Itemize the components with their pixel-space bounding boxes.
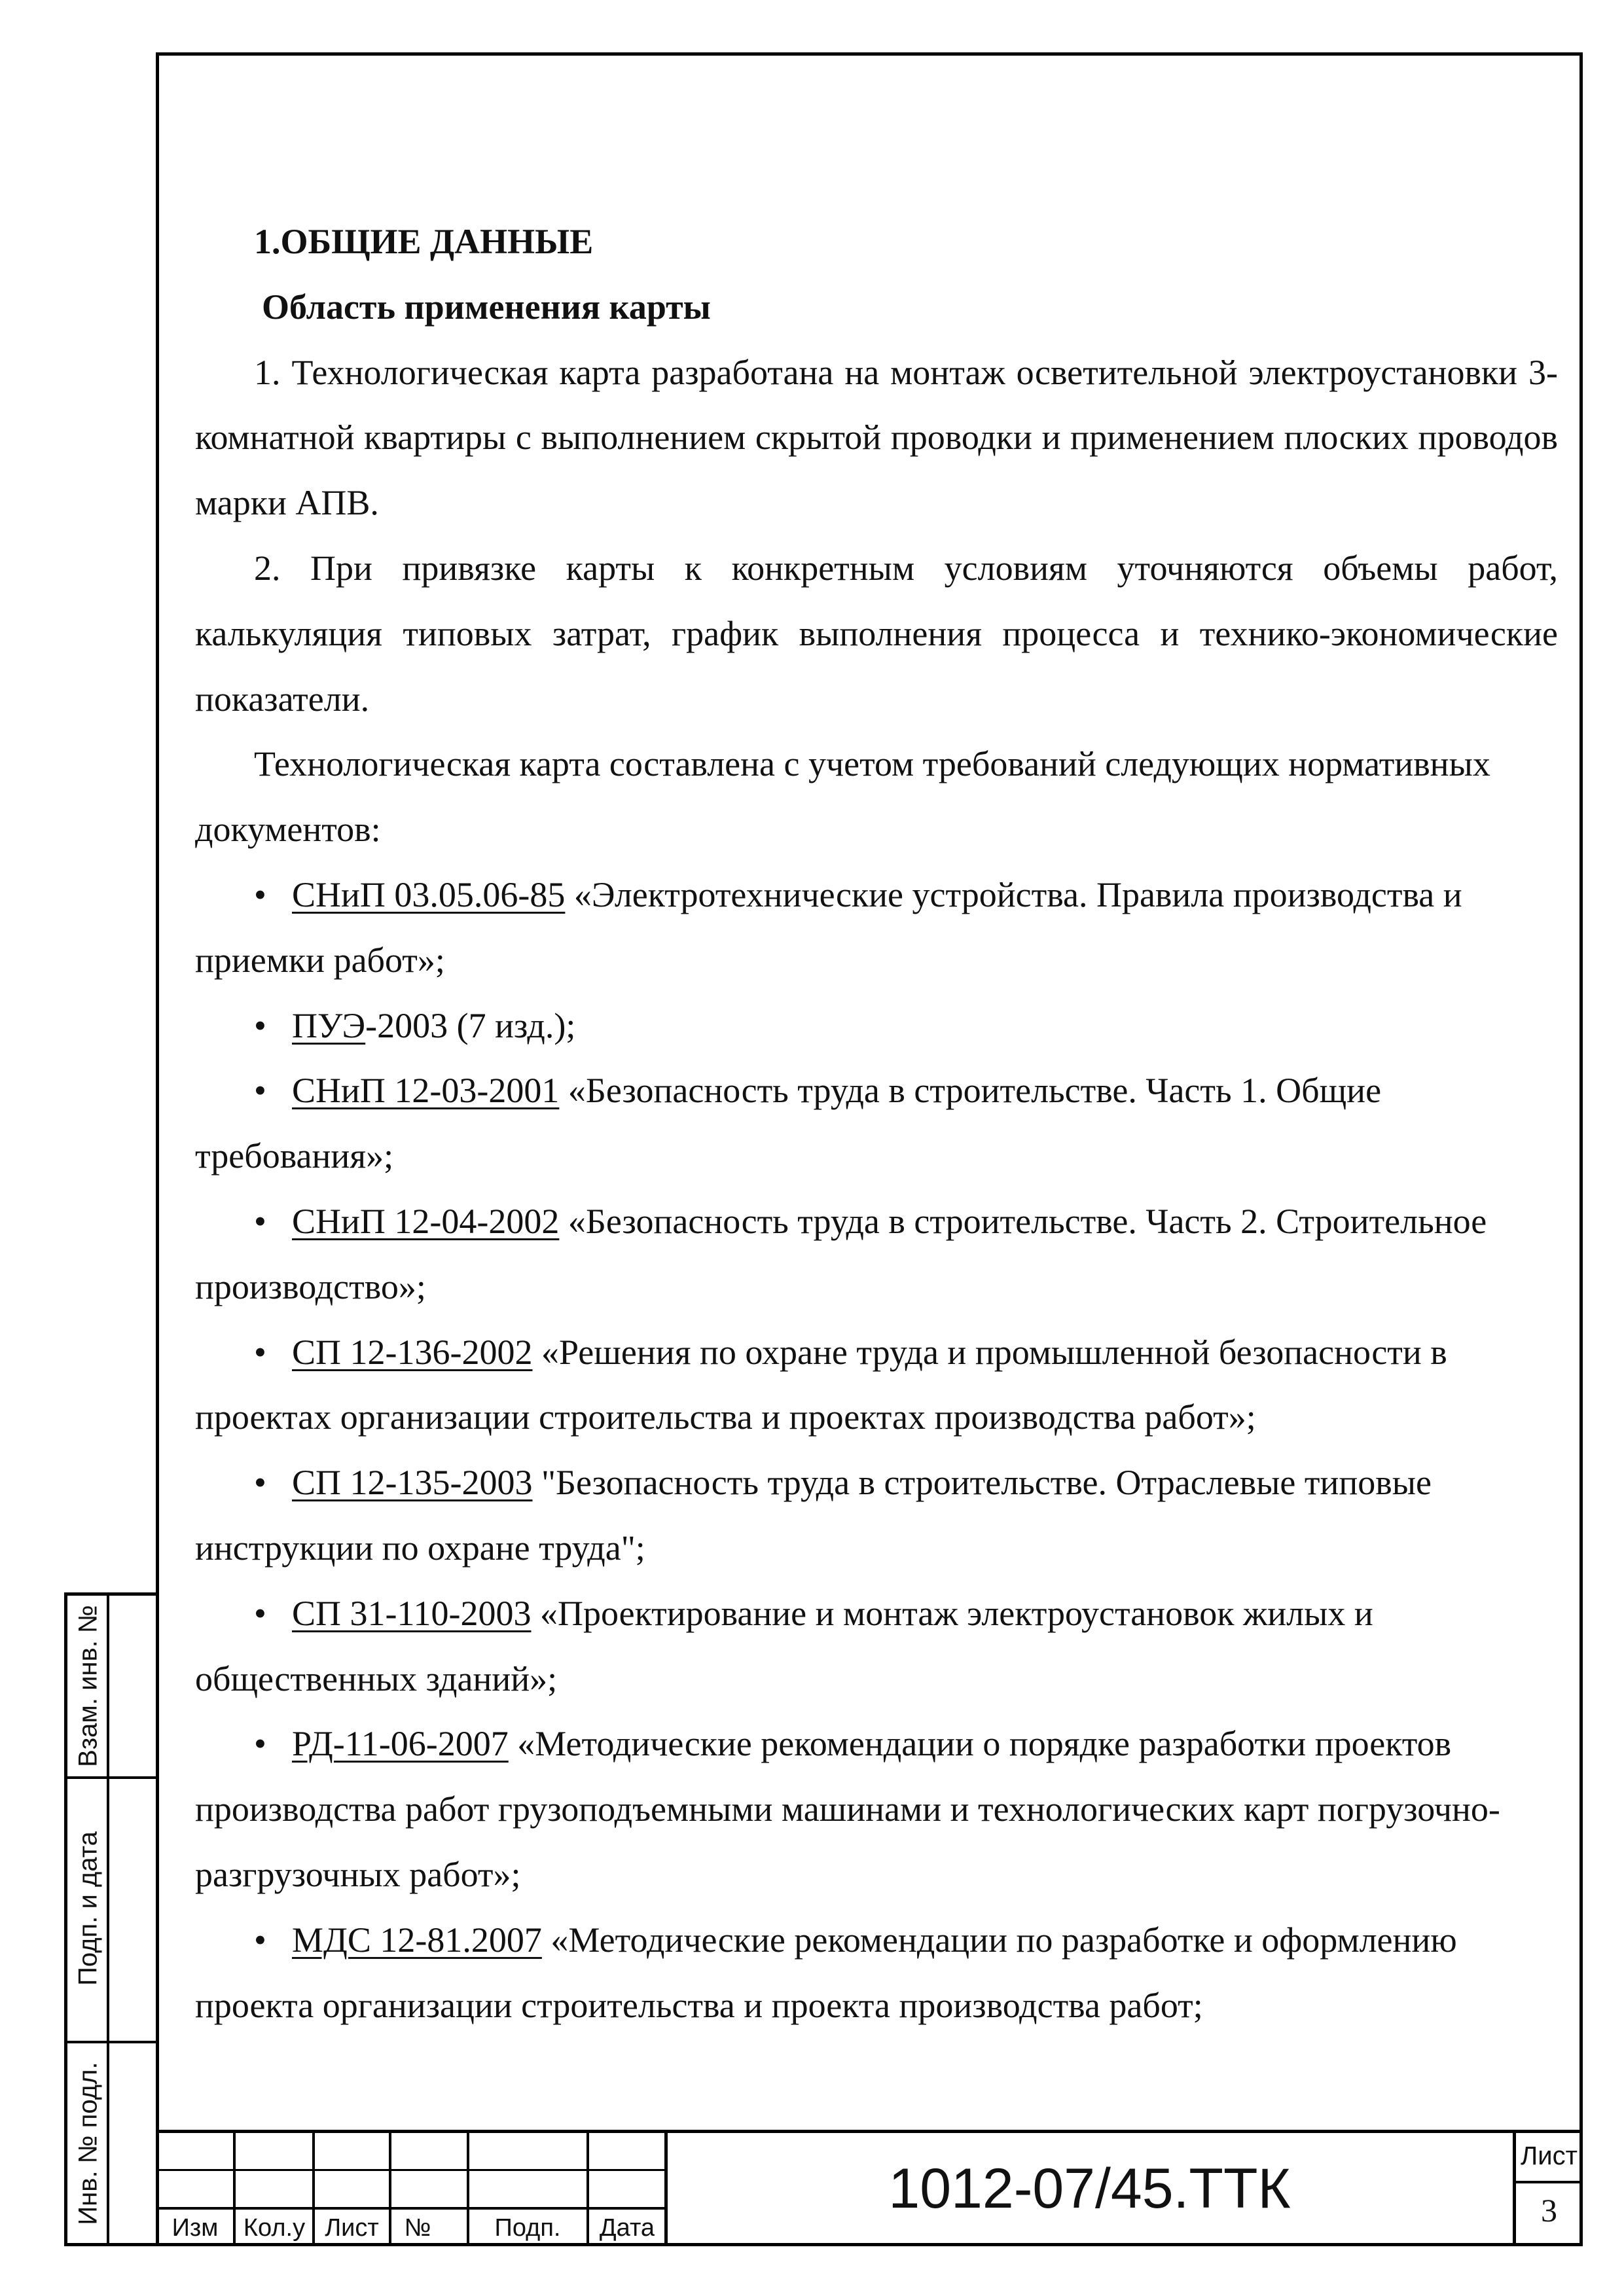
list-item: • МДС 12-81.2007 «Методические рекомендации по разработке и оформлению проекта организации строительства и проекта производства работ; [195,1920,1457,2025]
stamp-col-kolu: Кол.у [243,2214,306,2242]
list-item: • ПУЭ-2003 (7 изд.); [254,1005,576,1045]
side-label-vzam: Взам. инв. № [73,1605,103,1767]
stamp-col-data: Дата [599,2214,655,2242]
side-stamp [64,1592,156,2246]
title-block [156,2130,1583,2246]
document-code: 1012-07/45.ТТК [888,2157,1291,2220]
stamp-col-list: Лист [325,2214,379,2242]
list-item: • СП 12-136-2002 «Решения по охране труда и промышленной безопасности в проектах организации строительства и проектах производства работ»; [195,1332,1447,1437]
document-link[interactable]: РД-11-06-2007 [292,1724,509,1764]
paragraph-1: 1. Технологическая карта разработана на монтаж осветительной электроустановки 3-комнатной квартиры с выполнением скрытой проводки и применением плоских проводов марки АПВ. [195,352,1558,523]
intro-paragraph: Технологическая карта составлена с учетом требований следующих нормативных документов: [195,744,1490,850]
side-label-inv: Инв. № подл. [73,2062,103,2225]
document-link[interactable]: МДС 12-81.2007 [292,1920,542,1960]
section-subheading: Область применения карты [262,287,711,327]
list-item: • СНиП 03.05.06-85 «Электротехнические устройства. Правила производства и приемки работ»; [195,874,1462,980]
stamp-col-no: № [404,2214,431,2242]
list-item: • СП 12-135-2003 "Безопасность труда в строительстве. Отраслевые типовые инструкции по охране труда"; [195,1463,1432,1568]
document-link[interactable]: СП 31-110-2003 [292,1593,532,1633]
stamp-col-podp: Подп. [494,2214,561,2242]
document-link[interactable]: СНиП 12-03-2001 [292,1071,560,1111]
document-link[interactable]: СП 12-135-2003 [292,1463,533,1503]
list-item: • СП 31-110-2003 «Проектирование и монтаж электроустановок жилых и общественных зданий»; [195,1593,1373,1698]
document-link[interactable]: СП 12-136-2002 [292,1332,533,1372]
sheet-label: Лист [1521,2142,1578,2170]
document-link[interactable]: СНиП 03.05.06-85 [292,874,566,914]
document-link[interactable]: СНиП 12-04-2002 [292,1201,560,1241]
sheet-number: 3 [1541,2192,1557,2229]
list-item: • РД-11-06-2007 «Методические рекомендации о порядке разработки проектов производства работ грузоподъемными машинами и технологических карт погрузочно-разгрузочных работ»; [195,1724,1500,1894]
list-item: • СНиП 12-03-2001 «Безопасность труда в строительстве. Часть 1. Общие требования»; [195,1071,1382,1176]
document-body [195,209,1558,2038]
side-label-podp: Подп. и дата [73,1831,103,1986]
stamp-col-izm: Изм [171,2214,219,2242]
section-heading: 1.ОБЩИЕ ДАННЫЕ [254,222,594,261]
document-link[interactable]: ПУЭ [292,1005,366,1045]
list-item: • СНиП 12-04-2002 «Безопасность труда в строительстве. Часть 2. Строительное производство»; [195,1201,1487,1306]
paragraph-2: 2. При привязке карты к конкретным условиям уточняются объемы работ, калькуляция типовых затрат, график выполнения процесса и технико-экономические показатели. [195,548,1558,719]
